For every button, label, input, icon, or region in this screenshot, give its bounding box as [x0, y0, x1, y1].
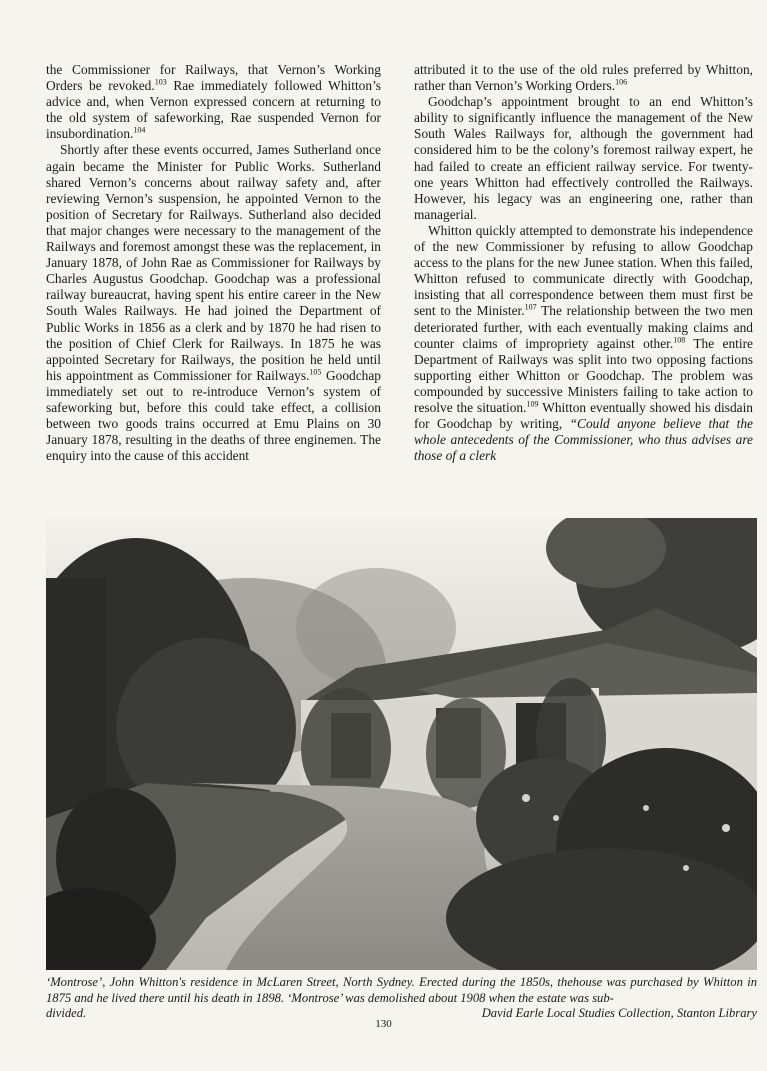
right-text-column — [414, 62, 753, 464]
footnote-ref[interactable]: 105 — [309, 367, 322, 377]
caption-text-end: divided. — [46, 1006, 87, 1021]
footnote-ref[interactable]: 108 — [673, 335, 686, 345]
right-paragraph-2: Goodchap’s appointment brought to an end Whitton’s ability to significantly influence the management of the New South Wales Railways for, although the government had considered him to be the colony’s foremost railway expert, he had failed to create an efficient railway service. For twenty-one years Whitton had effectively controlled the Railways. However, his legacy was an engineering one, rather than managerial. — [414, 94, 753, 222]
footnote-ref[interactable]: 106 — [615, 77, 628, 87]
footnote-ref[interactable]: 104 — [133, 125, 146, 135]
left-paragraph-1: the Commissioner for Railways, that Vernon’s Working Orders be revoked.$^{103}$ Rae immediately followed Whitton’s advice and, when Vernon expressed concern at returning to the old system of safeworking, Rae suspended Vernon for insubordination.$^{104}$ — [46, 62, 381, 142]
footnote-ref[interactable]: 109 — [526, 399, 539, 409]
caption-text: ‘Montrose’, John Whitton's residence in McLaren Street, North Sydney. Erected during the 1850s, thehouse was purchased by Whitton in 1875 and he lived there until his death in 1898. ‘Montrose’ was demolished about 1908 when the estate was sub- — [46, 975, 757, 1005]
left-text-column — [46, 62, 381, 464]
right-paragraph-3: Whitton quickly attempted to demonstrate his independence of the new Commissioner by refusing to allow Goodchap access to the plans for the new Junee station. When this failed, Whitton refused to communicate directly with Goodchap, insisting that all correspondence between them must first be sent to the Minister.$^{107}$ The relationship between the two men deteriorated further, with each eventually making claims and counter claims of impropriety against other.$^{108}$ The entire Department of Railways was split into two opposing factions supporting either Whitton or Goodchap. The problem was compounded by successive Ministers failing to take action to resolve the situation.$^{109}$ Whitton eventually showed his disdain for Goodchap by writing, “Could anyone believe that the whole antecedents of the Commissioner, who thus advises are those of a clerk — [414, 222, 754, 464]
quotation: “Could anyone believe that the whole antecedents of the Commissioner, who thus advises are those of a clerk — [414, 416, 753, 464]
montrose-house-photo — [46, 518, 757, 970]
photo-credit: David Earle Local Studies Collection, Stanton Library — [481, 1006, 757, 1021]
left-paragraph-2: Shortly after these events occurred, James Sutherland once again became the Minister for Public Works. Sutherland shared Vernon’s concerns about railway safety and, after reviewing Vernon’s suspension, he appointed Vernon to the position of Secretary for Railways. Sutherland also decided that major changes were necessary to the management of the Railways and foremost amongst these was the replacement, in January 1878, of John Rae as Commissioner for Railways by Charles Augustus Goodchap. Goodchap was a professional railway bureaucrat, having spent his entire career in the New South Wales Railways. He had joined the Department of Public Works in 1856 as a clerk and by 1870 he had risen to the position of Chief Clerk for Railways. In 1875 he was appointed Secretary for Railways, the position he held until his appointment as Commissioner for Railways.$^{105}$ Goodchap immediately set out to re-introduce Vernon’s system of safeworking but, before this could take effect, a collision between two goods trains occurred at Emu Plains on 30 January 1878, resulting in the deaths of three enginemen. The enquiry into the cause of this accident — [46, 142, 381, 464]
right-paragraph-1: attributed it to the use of the old rules preferred by Whitton, rather than Vernon’s Working Orders.$^{106}$ — [414, 62, 753, 94]
page-number: 130 — [375, 1018, 392, 1030]
photo-caption — [46, 975, 757, 1022]
footnote-ref[interactable]: 103 — [154, 77, 167, 87]
footnote-ref[interactable]: 107 — [524, 302, 537, 312]
